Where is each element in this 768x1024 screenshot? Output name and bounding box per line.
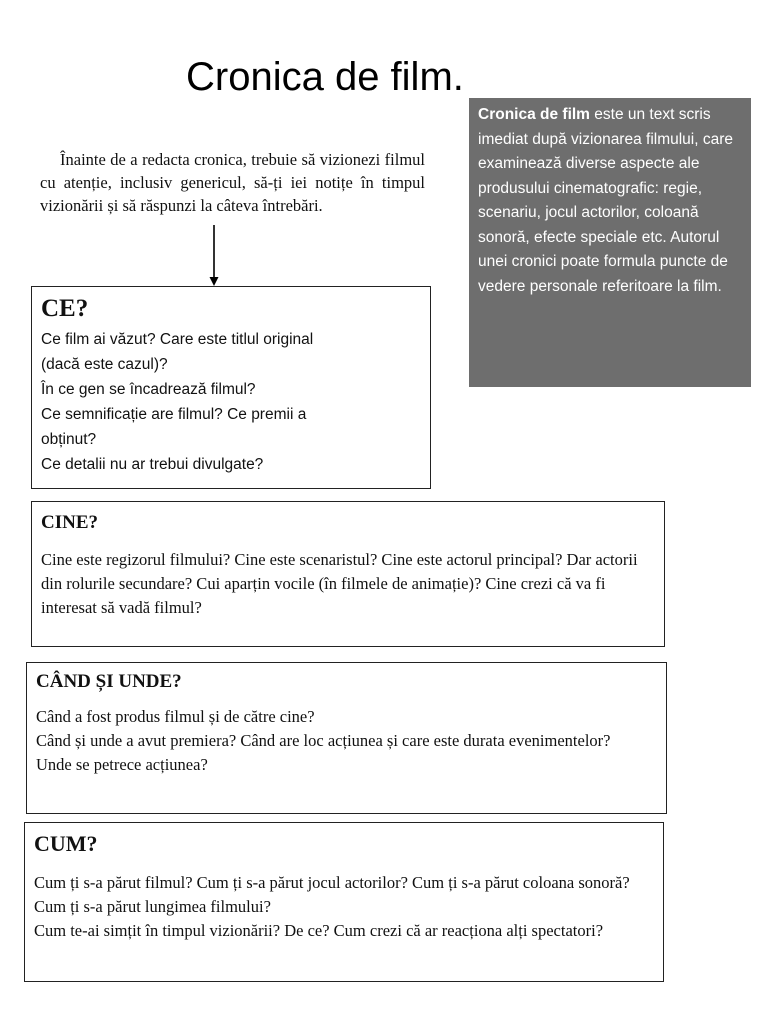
definition-box: [469, 98, 751, 387]
question-line: Cum ți s-a părut filmul? Cum ți s-a părut jocul actorilor? Cum ți s-a părut coloana sonoră? Cum ți s-a părut lungimea filmului?: [34, 873, 630, 916]
question-line: Ce film ai văzut? Care este titlul original: [41, 331, 314, 348]
section-cine-questions: Cine este regizorul filmului? Cine este scenaristul? Cine este actorul principal? Dar actorii din rolurile secundare? Cui aparțin vocile (în filmele de animație)? Cine crezi că va fi interesat să vadă filmul?: [41, 550, 638, 617]
section-cum: [24, 822, 664, 982]
page-title: Cronica de film.: [186, 55, 464, 99]
section-ce-questions: [41, 327, 421, 477]
question-line: Unde se petrece acțiunea?: [36, 755, 208, 774]
section-cum-heading: CUM?: [34, 831, 98, 856]
definition-term: Cronica de film: [478, 106, 590, 123]
section-cine-heading: CINE?: [41, 512, 99, 533]
section-ce: [31, 286, 431, 489]
question-line: Când a fost produs filmul și de către cine?: [36, 707, 315, 726]
question-line: Când și unde a avut premiera? Când are loc acțiunea și care este durata evenimentelor?: [36, 731, 611, 750]
question-line: Ce semnificație are filmul? Ce premii a: [41, 406, 307, 423]
question-line: obținut?: [41, 431, 97, 448]
question-line: În ce gen se încadrează filmul?: [41, 381, 256, 398]
down-arrow-icon: [204, 225, 224, 287]
section-ce-heading: CE?: [41, 295, 89, 322]
intro-paragraph: Înainte de a redacta cronica, trebuie să vizionezi filmul cu atenție, inclusiv genericul, să-ți iei notițe în timpul vizionării și să răspunzi la câteva întrebări.: [40, 150, 425, 215]
question-line: Ce detalii nu ar trebui divulgate?: [41, 456, 264, 473]
section-cand-heading: CÂND ȘI UNDE?: [36, 671, 182, 692]
definition-text: este un text scris imediat după vizionarea filmului, care examinează diverse aspecte ale produsului cinematografic: regie, scenariu, jocul actorilor, coloană sonoră, efecte speciale etc. Autorul unei cronici poate formula puncte de vedere personale referitoare la film.: [478, 106, 734, 295]
section-cand-si-unde: [26, 662, 667, 814]
question-line: (dacă este cazul)?: [41, 356, 168, 373]
question-line: Cum te-ai simțit în timpul vizionării? De ce? Cum crezi că ar reacționa alți spectatori?: [34, 921, 604, 940]
section-cum-questions: [34, 871, 654, 943]
section-cand-questions: [36, 705, 657, 777]
section-cine: [31, 501, 665, 647]
